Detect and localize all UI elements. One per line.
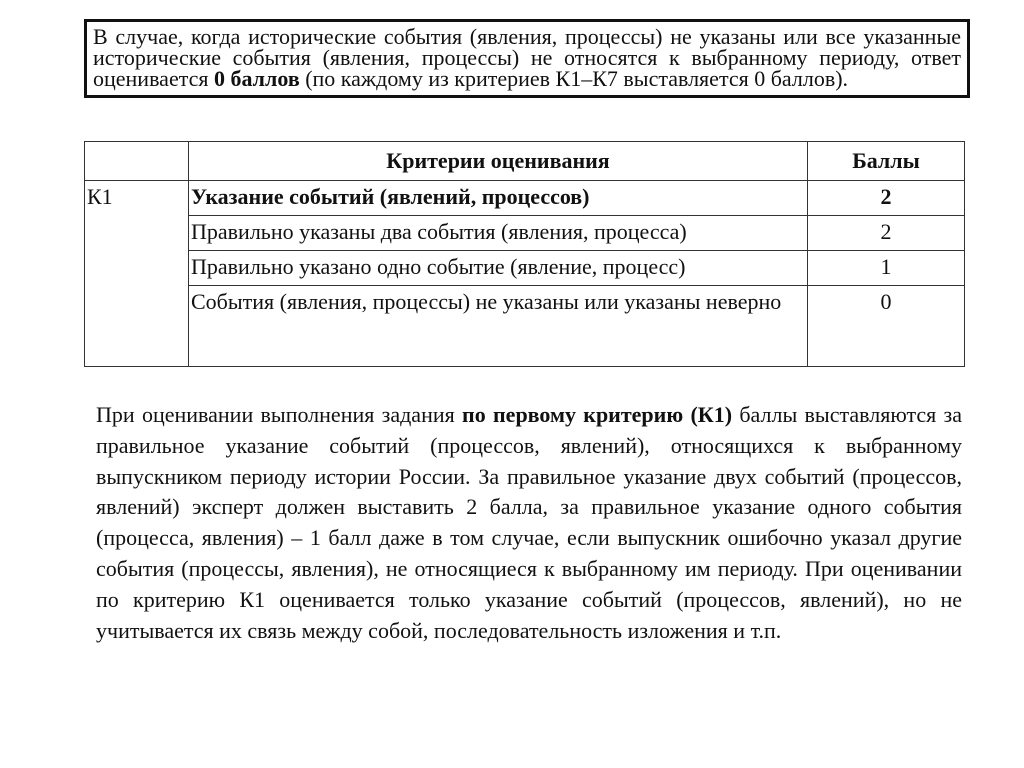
header-code-cell — [85, 142, 189, 181]
paragraph-text-bold: по первому критерию (К1) — [462, 402, 733, 427]
criterion-score-cell: 2 — [808, 216, 965, 251]
table-row — [85, 251, 965, 286]
criterion-score-cell: 0 — [808, 286, 965, 367]
table-row — [85, 216, 965, 251]
criterion-score-cell: 1 — [808, 251, 965, 286]
criterion-max-score-cell: 2 — [808, 181, 965, 216]
criterion-title-cell: Указание событий (явлений, процессов) — [189, 181, 808, 216]
paragraph-text-end: баллы выставляются за правильное указание событий (процессов, явлений), относящихся к выбранному выпускником периоду истории России. За правильное указание двух событий (процессов, явлений) эксперт должен выставить 2 балла, за правильное указание одного события (процесса, явления) – 1 балл даже в том случае, если выпускник ошибочно указал другие события (процессы, явления), не относящиеся к выбранному им периоду. При оценивании по критерию К1 оценивается только указание событий (процессов, явлений), но не учитывается их связь между собой, последовательность изложения и т.п. — [96, 402, 962, 643]
note-text-end: (по каждому из критериев К1–К7 выставляется 0 баллов). — [299, 66, 849, 91]
header-score-cell: Баллы — [808, 142, 965, 181]
criterion-text-cell: События (явления, процессы) не указаны или указаны неверно — [189, 286, 808, 367]
zero-score-note — [84, 19, 970, 98]
table-row — [85, 286, 965, 367]
table-header-row — [85, 142, 965, 181]
note-text-bold: 0 баллов — [213, 66, 300, 91]
criterion-text-cell: Правильно указаны два события (явления, процесса) — [189, 216, 808, 251]
paragraph-text-start: При оценивании выполнения задания — [96, 402, 463, 427]
table-row — [85, 181, 965, 216]
header-criteria-cell: Критерии оценивания — [189, 142, 808, 181]
criteria-table — [84, 141, 965, 367]
criterion-code-cell: К1 — [85, 181, 189, 367]
criterion-text-cell: Правильно указано одно событие (явление, процесс) — [189, 251, 808, 286]
note-text-start: В случае, когда исторические события (явления, процессы) не указаны или все указанные исторические события (явления, процессы) не относятся к выбранному периоду, ответ оценивается — [93, 24, 961, 91]
explanation-paragraph — [96, 400, 962, 646]
